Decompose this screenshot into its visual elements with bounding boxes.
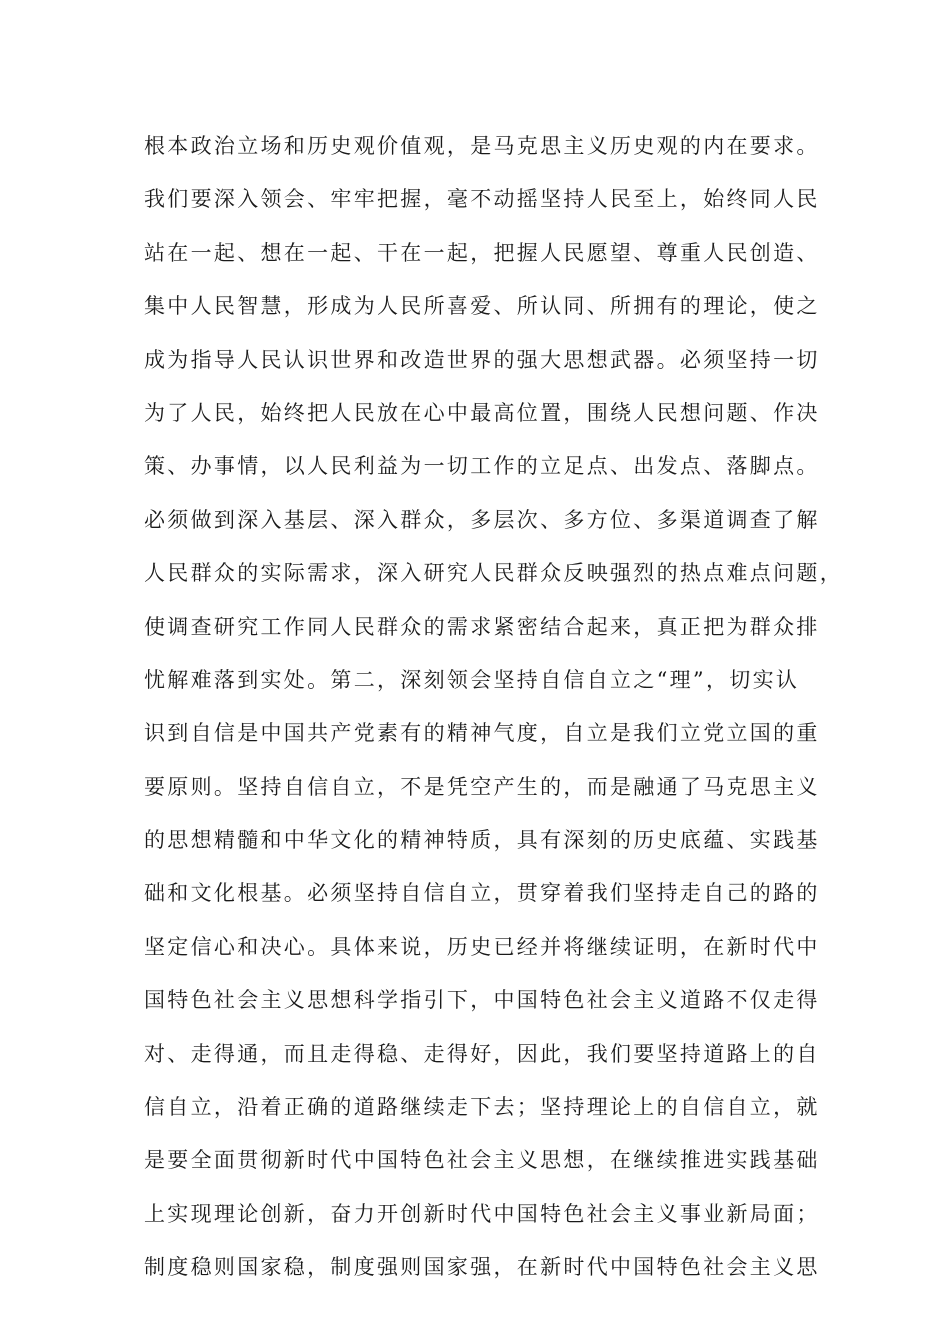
text-line: 制度稳则国家稳，制度强则国家强，在新时代中国特色社会主义思: [144, 1255, 820, 1280]
text-line: 人民群众的实际需求，深入研究人民群众反映强烈的热点难点问题，: [144, 561, 843, 586]
text-line: 策、办事情，以人民利益为一切工作的立足点、出发点、落脚点。: [144, 454, 820, 479]
text-line: 为了人民，始终把人民放在心中最高位置，围绕人民想问题、作决: [144, 400, 820, 425]
text-line: 信自立，沿着正确的道路继续走下去；坚持理论上的自信自立，就: [144, 1095, 820, 1120]
text-line: 站在一起、想在一起、干在一起，把握人民愿望、尊重人民创造、: [144, 240, 820, 265]
body-text: [144, 128, 843, 1303]
text-line: 要原则。坚持自信自立，不是凭空产生的，而是融通了马克思主义: [144, 774, 820, 799]
text-line: 础和文化根基。必须坚持自信自立，贯穿着我们坚持走自己的路的: [144, 881, 820, 906]
text-line: 的思想精髓和中华文化的精神特质，具有深刻的历史底蕴、实践基: [144, 828, 820, 853]
text-line: 忧解难落到实处。第二，深刻领会坚持自信自立之“理”，切实认: [144, 667, 800, 692]
text-line: 使调查研究工作同人民群众的需求紧密结合起来，真正把为群众排: [144, 614, 820, 639]
text-line: 坚定信心和决心。具体来说，历史已经并将继续证明，在新时代中: [144, 934, 820, 959]
text-line: 识到自信是中国共产党素有的精神气度，自立是我们立党立国的重: [144, 721, 820, 746]
text-line: 我们要深入领会、牢牢把握，毫不动摇坚持人民至上，始终同人民: [144, 187, 820, 212]
text-line: 集中人民智慧，形成为人民所喜爱、所认同、所拥有的理论，使之: [144, 294, 820, 319]
text-line: 成为指导人民认识世界和改造世界的强大思想武器。必须坚持一切: [144, 347, 820, 372]
text-line: 是要全面贯彻新时代中国特色社会主义思想，在继续推进实践基础: [144, 1148, 820, 1173]
text-line: 必须做到深入基层、深入群众，多层次、多方位、多渠道调查了解: [144, 507, 820, 532]
text-line: 对、走得通，而且走得稳、走得好，因此，我们要坚持道路上的自: [144, 1041, 820, 1066]
text-line: 根本政治立场和历史观价值观，是马克思主义历史观的内在要求。: [144, 134, 820, 158]
text-line: 上实现理论创新，奋力开创新时代中国特色社会主义事业新局面；: [144, 1201, 820, 1226]
text-line: 国特色社会主义思想科学指引下，中国特色社会主义道路不仅走得: [144, 988, 820, 1013]
